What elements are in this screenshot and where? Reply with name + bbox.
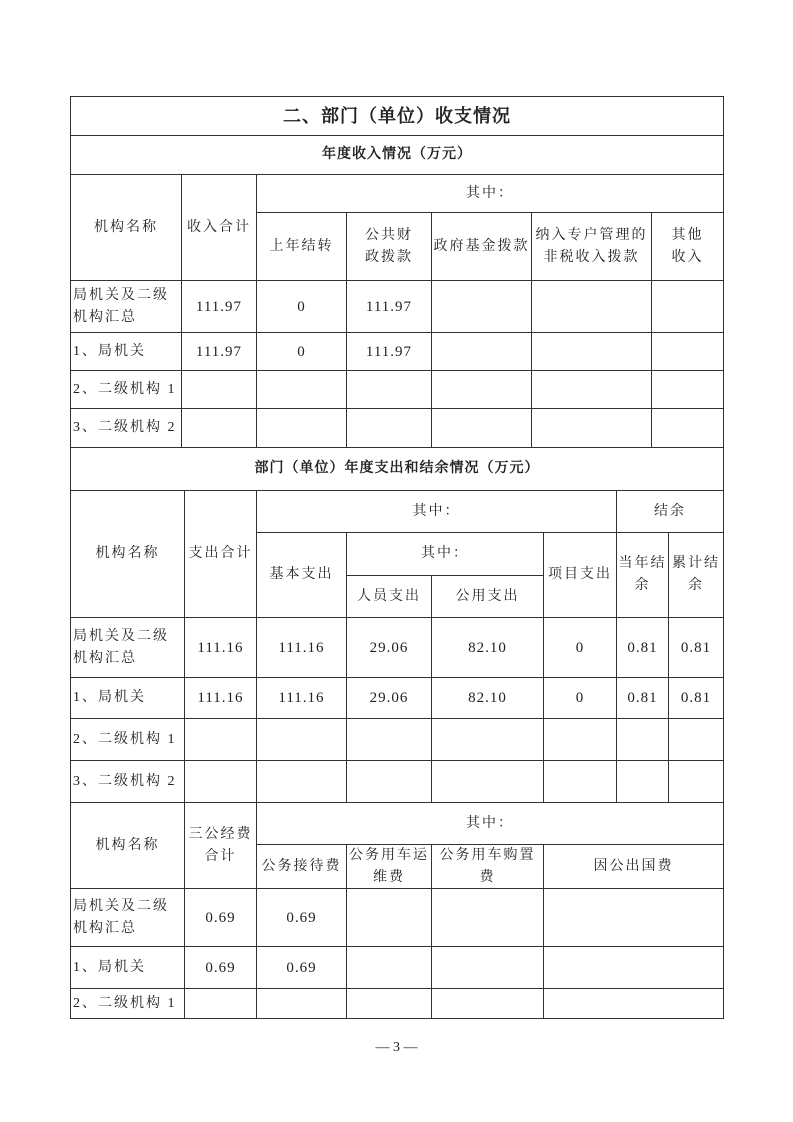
value-cell bbox=[181, 408, 257, 448]
row-name-cell: 局机关及二级 机构汇总 bbox=[70, 888, 185, 947]
value-cell bbox=[256, 760, 347, 803]
value-cell: 82.10 bbox=[431, 677, 544, 719]
value-cell bbox=[431, 946, 544, 989]
header-cell: 公务用车购置 费 bbox=[431, 844, 544, 889]
header-cell: 公务接待费 bbox=[256, 844, 347, 889]
header-cell: 支出合计 bbox=[184, 490, 257, 618]
value-cell: 111.16 bbox=[184, 617, 257, 678]
page-number: — 3 — bbox=[375, 1040, 418, 1055]
value-cell bbox=[431, 408, 532, 448]
row-name-cell: 3、二级机构 2 bbox=[70, 408, 182, 448]
value-cell bbox=[346, 988, 432, 1019]
header-cell: 公用支出 bbox=[431, 575, 544, 618]
header-cell: 项目支出 bbox=[543, 532, 617, 618]
value-cell bbox=[531, 332, 652, 371]
header-cell: 人员支出 bbox=[346, 575, 432, 618]
header-cell: 其他 收入 bbox=[651, 212, 724, 281]
header-cell: 收入合计 bbox=[181, 174, 257, 281]
value-cell: 111.16 bbox=[256, 677, 347, 719]
header-cell: 政府基金拨款 bbox=[431, 212, 532, 281]
value-cell bbox=[346, 760, 432, 803]
header-cell: 机构名称 bbox=[70, 490, 185, 618]
header-cell: 结余 bbox=[616, 490, 724, 533]
value-cell: 0.69 bbox=[184, 888, 257, 947]
value-cell bbox=[616, 760, 669, 803]
value-cell: 82.10 bbox=[431, 617, 544, 678]
value-cell: 111.97 bbox=[181, 332, 257, 371]
header-cell: 累计结 余 bbox=[668, 532, 724, 618]
value-cell bbox=[184, 760, 257, 803]
header-cell: 其中： bbox=[256, 802, 724, 845]
value-cell bbox=[543, 946, 724, 989]
row-name-cell: 3、二级机构 2 bbox=[70, 760, 185, 803]
row-name-cell: 1、局机关 bbox=[70, 946, 185, 989]
header-cell: 因公出国费 bbox=[543, 844, 724, 889]
row-name-cell: 1、局机关 bbox=[70, 332, 182, 371]
value-cell: 0.81 bbox=[616, 677, 669, 719]
value-cell bbox=[651, 408, 724, 448]
value-cell bbox=[256, 408, 347, 448]
value-cell bbox=[531, 408, 652, 448]
header-cell: 三公经费 合计 bbox=[184, 802, 257, 889]
value-cell bbox=[531, 370, 652, 409]
value-cell bbox=[543, 718, 617, 761]
value-cell bbox=[346, 718, 432, 761]
header-cell: 纳入专户管理的 非税收入拨款 bbox=[531, 212, 652, 281]
value-cell: 29.06 bbox=[346, 617, 432, 678]
value-cell bbox=[346, 408, 432, 448]
row-name-cell: 2、二级机构 1 bbox=[70, 370, 182, 409]
value-cell bbox=[346, 946, 432, 989]
value-cell: 0.69 bbox=[256, 946, 347, 989]
value-cell: 0 bbox=[256, 332, 347, 371]
value-cell: 0.69 bbox=[256, 888, 347, 947]
value-cell bbox=[431, 280, 532, 333]
value-cell bbox=[543, 888, 724, 947]
section-title: 二、部门（单位）收支情况 bbox=[70, 96, 724, 136]
value-cell bbox=[431, 370, 532, 409]
value-cell bbox=[543, 988, 724, 1019]
header-cell: 基本支出 bbox=[256, 532, 347, 618]
row-name-cell: 2、二级机构 1 bbox=[70, 718, 185, 761]
value-cell bbox=[184, 718, 257, 761]
value-cell: 0.81 bbox=[668, 617, 724, 678]
value-cell bbox=[431, 888, 544, 947]
header-cell: 其中： bbox=[256, 490, 617, 533]
value-cell: 111.97 bbox=[346, 280, 432, 333]
value-cell bbox=[616, 718, 669, 761]
value-cell: 111.16 bbox=[256, 617, 347, 678]
expense-subtitle: 部门（单位）年度支出和结余情况（万元） bbox=[70, 447, 724, 491]
value-cell bbox=[256, 370, 347, 409]
value-cell bbox=[651, 332, 724, 371]
header-cell: 上年结转 bbox=[256, 212, 347, 281]
value-cell bbox=[346, 370, 432, 409]
value-cell bbox=[668, 718, 724, 761]
value-cell bbox=[668, 760, 724, 803]
value-cell: 0 bbox=[543, 617, 617, 678]
value-cell bbox=[346, 888, 432, 947]
header-cell: 公共财 政拨款 bbox=[346, 212, 432, 281]
value-cell: 0.69 bbox=[184, 946, 257, 989]
header-cell: 其中： bbox=[346, 532, 544, 576]
row-name-cell: 局机关及二级 机构汇总 bbox=[70, 617, 185, 678]
value-cell bbox=[543, 760, 617, 803]
value-cell: 111.97 bbox=[181, 280, 257, 333]
value-cell bbox=[431, 760, 544, 803]
value-cell: 0 bbox=[543, 677, 617, 719]
row-name-cell: 局机关及二级 机构汇总 bbox=[70, 280, 182, 333]
value-cell bbox=[184, 988, 257, 1019]
value-cell bbox=[431, 332, 532, 371]
header-cell: 公务用车运 维费 bbox=[346, 844, 432, 889]
header-cell: 机构名称 bbox=[70, 174, 182, 281]
income-subtitle: 年度收入情况（万元） bbox=[70, 135, 724, 175]
value-cell bbox=[431, 988, 544, 1019]
value-cell: 29.06 bbox=[346, 677, 432, 719]
value-cell bbox=[256, 718, 347, 761]
value-cell: 0.81 bbox=[668, 677, 724, 719]
header-cell: 其中： bbox=[256, 174, 724, 213]
value-cell bbox=[651, 370, 724, 409]
value-cell: 111.97 bbox=[346, 332, 432, 371]
value-cell: 0 bbox=[256, 280, 347, 333]
value-cell bbox=[431, 718, 544, 761]
row-name-cell: 1、局机关 bbox=[70, 677, 185, 719]
value-cell bbox=[531, 280, 652, 333]
value-cell: 111.16 bbox=[184, 677, 257, 719]
row-name-cell: 2、二级机构 1 bbox=[70, 988, 185, 1019]
value-cell: 0.81 bbox=[616, 617, 669, 678]
value-cell bbox=[181, 370, 257, 409]
value-cell bbox=[256, 988, 347, 1019]
header-cell: 当年结 余 bbox=[616, 532, 669, 618]
header-cell: 机构名称 bbox=[70, 802, 185, 889]
value-cell bbox=[651, 280, 724, 333]
